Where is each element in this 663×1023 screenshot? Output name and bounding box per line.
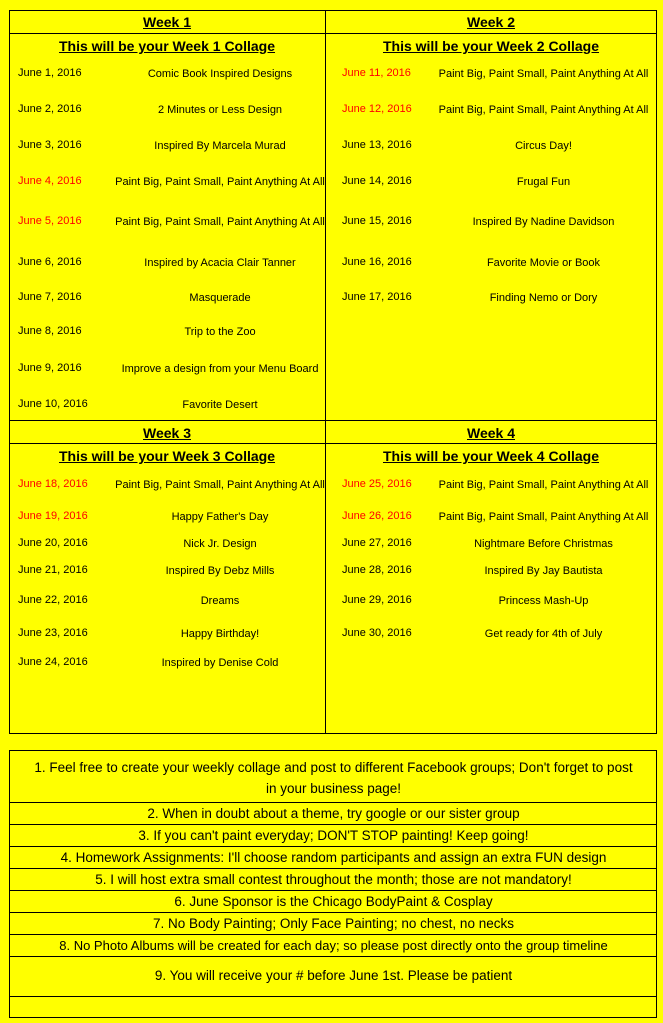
entry-theme: Frugal Fun [516,175,571,188]
entry-date: June 4, 2016 [18,175,82,187]
entry-date: June 8, 2016 [18,325,82,337]
entry-theme: Inspired By Jay Bautista [484,564,603,577]
entry-date: June 22, 2016 [18,594,88,606]
entry-theme: Nick Jr. Design [183,537,257,550]
entry-theme: Paint Big, Paint Small, Paint Anything At All [115,175,325,188]
entry-theme: Paint Big, Paint Small, Paint Anything At All [115,215,325,228]
entry-theme: Paint Big, Paint Small, Paint Anything At All [438,103,649,116]
entry-date: June 18, 2016 [18,478,88,490]
entry-theme: Favorite Movie or Book [486,256,601,269]
entry-date: June 26, 2016 [342,510,412,522]
entry-theme: Trip to the Zoo [184,325,256,338]
week-4-subtitle: This will be your Week 4 Collage [382,448,600,464]
entry-date: June 29, 2016 [342,594,412,606]
entry-date: June 10, 2016 [18,398,88,410]
grid-divider-1 [9,33,657,34]
entry-theme: Improve a design from your Menu Board [121,362,319,375]
rule-empty [10,996,657,1018]
entry-date: June 13, 2016 [342,139,412,151]
entry-date: June 20, 2016 [18,537,88,549]
entry-date: June 17, 2016 [342,291,412,303]
entry-date: June 12, 2016 [342,103,412,115]
week-3-subtitle: This will be your Week 3 Collage [58,448,276,464]
entry-theme: Nightmare Before Christmas [474,537,613,550]
entry-theme: Paint Big, Paint Small, Paint Anything At All [438,67,649,80]
grid-divider-3 [9,443,657,444]
entry-date: June 19, 2016 [18,510,88,522]
rule-6: 6. June Sponsor is the Chicago BodyPaint & Cosplay [10,890,657,912]
entry-date: June 11, 2016 [342,67,411,79]
grid-divider-2 [9,420,657,421]
entry-date: June 3, 2016 [18,139,82,151]
entry-theme: Dreams [200,594,240,607]
rule-7: 7. No Body Painting; Only Face Painting; no chest, no necks [10,912,657,934]
rule-5: 5. I will host extra small contest throughout the month; those are not mandatory! [10,868,657,890]
entry-theme: Inspired by Acacia Clair Tanner [144,256,296,269]
entry-theme: Paint Big, Paint Small, Paint Anything At All [438,510,649,523]
entry-date: June 7, 2016 [18,291,82,303]
entry-theme: Finding Nemo or Dory [489,291,598,304]
entry-theme: Princess Mash-Up [498,594,589,607]
entry-date: June 14, 2016 [342,175,412,187]
entry-date: June 30, 2016 [342,627,412,639]
entry-theme: Get ready for 4th of July [484,627,603,640]
week-2-title: Week 2 [467,14,515,30]
week-1-title: Week 1 [143,14,191,30]
week-4-title: Week 4 [467,425,515,441]
entry-date: June 9, 2016 [18,362,82,374]
entry-date: June 24, 2016 [18,656,88,668]
entry-date: June 2, 2016 [18,103,82,115]
entry-theme: Happy Father's Day [171,510,269,523]
entry-theme: Paint Big, Paint Small, Paint Anything At All [438,478,649,491]
week-2-subtitle: This will be your Week 2 Collage [382,38,600,54]
entry-date: June 28, 2016 [342,564,412,576]
entry-date: June 23, 2016 [18,627,88,639]
rule-9: 9. You will receive your # before June 1st. Please be patient [10,956,657,996]
rule-8: 8. No Photo Albums will be created for each day; so please post directly onto the group timeline [10,934,657,956]
entry-theme: Circus Day! [515,139,572,152]
entry-theme: 2 Minutes or Less Design [157,103,283,116]
entry-theme: Comic Book Inspired Designs [147,67,293,80]
entry-date: June 16, 2016 [342,256,412,268]
week-1-subtitle: This will be your Week 1 Collage [58,38,276,54]
rule-4: 4. Homework Assignments: I'll choose random participants and assign an extra FUN design [10,846,657,868]
rule-2: 2. When in doubt about a theme, try google or our sister group [10,802,657,824]
entry-theme: Inspired By Debz Mills [165,564,275,577]
entry-theme: Inspired By Marcela Murad [154,139,286,152]
entry-date: June 15, 2016 [342,215,412,227]
entry-date: June 6, 2016 [18,256,82,268]
entry-theme: Happy Birthday! [180,627,260,640]
entry-theme: Masquerade [189,291,251,304]
entry-theme: Paint Big, Paint Small, Paint Anything At All [115,478,325,491]
grid-vertical-divider [325,10,326,734]
entry-date: June 1, 2016 [18,67,82,79]
entry-date: June 21, 2016 [18,564,88,576]
entry-theme: Inspired by Denise Cold [161,656,279,669]
rule-1: 1. Feel free to create your weekly collage and post to different Facebook groups; Don't forget to post in your business page! [34,760,633,796]
rule-3: 3. If you can't paint everyday; DON'T STOP painting! Keep going! [10,824,657,846]
week-3-title: Week 3 [143,425,191,441]
entry-date: June 25, 2016 [342,478,412,490]
entry-date: June 5, 2016 [18,215,82,227]
entry-date: June 27, 2016 [342,537,412,549]
entry-theme: Inspired By Nadine Davidson [472,215,615,228]
entry-theme: Favorite Desert [182,398,258,411]
